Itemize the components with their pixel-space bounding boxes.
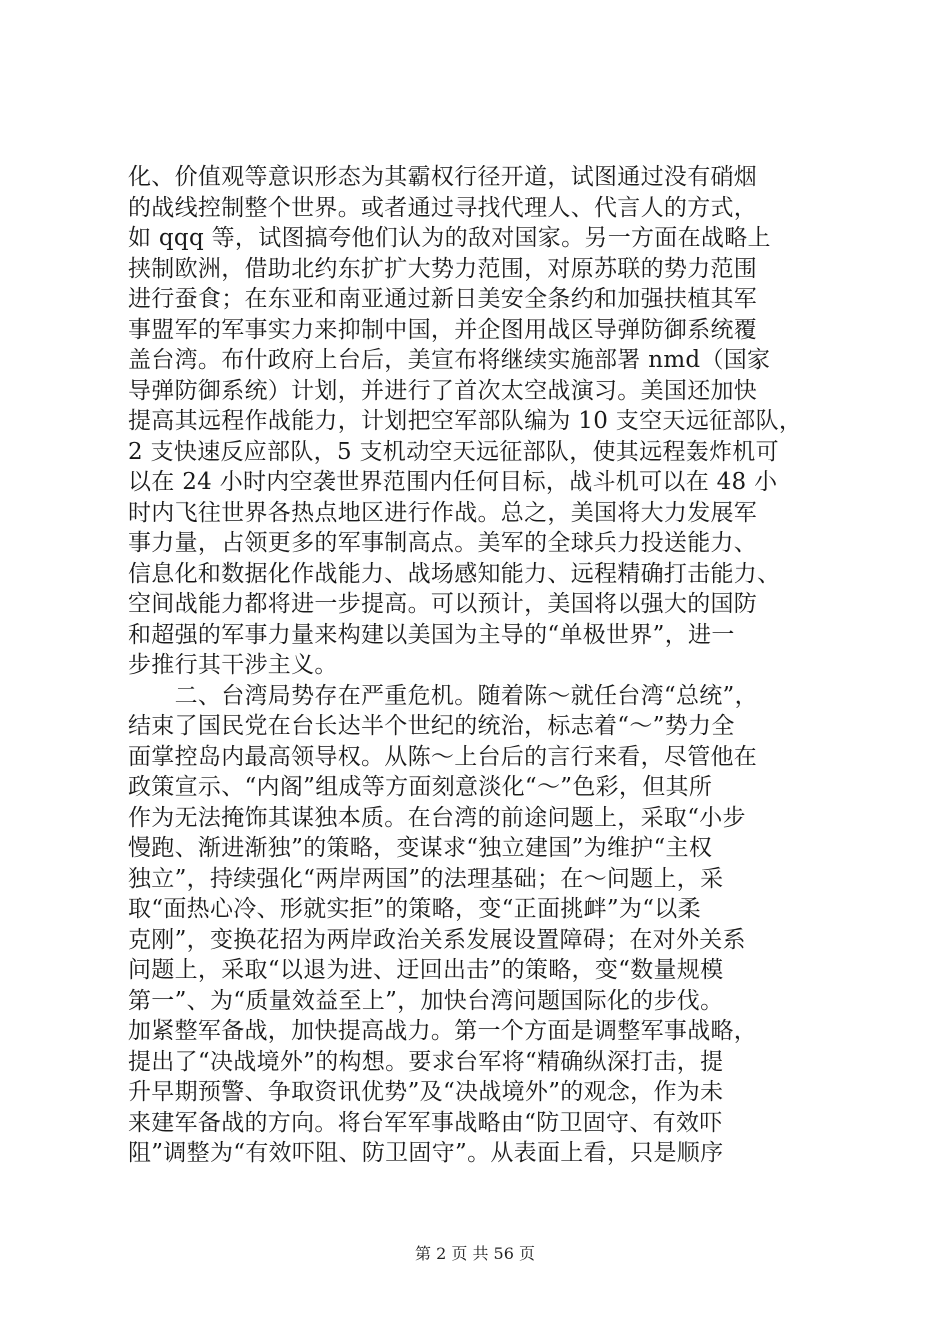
text-line: 二、台湾局势存在严重危机。随着陈～就任台湾“总统”， [128, 682, 758, 709]
body-text [128, 162, 838, 1169]
text-line: 事盟军的军事实力来抑制中国，并企图用战区导弹防御系统覆 [128, 316, 758, 343]
text-line: 的战线控制整个世界。或者通过寻找代理人、代言人的方式， [128, 194, 758, 221]
text-line: 结束了国民党在台长达半个世纪的统治，标志着“～”势力全 [128, 713, 735, 739]
text-line: 取“面热心冷、形就实拒”的策略，变“正面挑衅”为“以柔 [128, 896, 701, 922]
text-line: 作为无法掩饰其谋独本质。在台湾的前途问题上，采取“小步 [128, 804, 746, 831]
text-line: 慢跑、渐进渐独”的策略，变谋求“独立建国”为维护“主权 [128, 835, 713, 861]
text-line: 化、价值观等意识形态为其霸权行径开道，试图通过没有硝烟 [128, 164, 758, 190]
text-line: 和超强的军事力量来构建以美国为主导的“单极世界”，进一 [128, 621, 735, 648]
text-line: 2 支快速反应部队，5 支机动空天远征部队，使其远程轰炸机可 [128, 438, 779, 465]
text-line: 步推行其干涉主义。 [128, 652, 338, 678]
text-line: 升早期预警、争取资讯优势”及“决战境外”的观念，作为未 [128, 1079, 724, 1105]
text-line: 时内飞往世界各热点地区进行作战。总之，美国将大力发展军 [128, 499, 758, 526]
text-line: 第一”、为“质量效益至上”，加快台湾问题国际化的步伐。 [128, 987, 724, 1014]
text-line: 导弹防御系统）计划，并进行了首次太空战演习。美国还加快 [128, 377, 758, 404]
text-line: 以在 24 小时内空袭世界范围内任何目标，战斗机可以在 48 小 [128, 469, 778, 495]
text-line: 提出了“决战境外”的构想。要求台军将“精确纵深打击，提 [128, 1048, 724, 1075]
text-line: 空间战能力都将进一步提高。可以预计，美国将以强大的国防 [128, 591, 758, 617]
text-line: 独立”，持续强化“两岸两国”的法理基础；在～问题上，采 [128, 865, 724, 892]
text-line: 阻”调整为“有效吓阻、防卫固守”。从表面上看，只是顺序 [128, 1140, 724, 1166]
text-line: 问题上，采取“以退为进、迂回出击”的策略，变“数量规模 [128, 957, 724, 983]
text-line: 加紧整军备战，加快提高战力。第一个方面是调整军事战略， [128, 1018, 758, 1044]
text-line: 克刚”，变换花招为两岸政治关系发展设置障碍；在对外关系 [128, 926, 746, 953]
text-line: 信息化和数据化作战能力、战场感知能力、远程精确打击能力、 [128, 560, 781, 587]
text-line: 进行蚕食；在东亚和南亚通过新日美安全条约和加强扶植其军 [128, 286, 758, 312]
text-line: 面掌控岛内最高领导权。从陈～上台后的言行来看，尽管他在 [128, 743, 758, 770]
text-line: 政策宣示、“内阁”组成等方面刻意淡化“～”色彩，但其所 [128, 774, 713, 800]
text-line: 提高其远程作战能力，计划把空军部队编为 10 支空天远征部队， [128, 408, 803, 434]
page-footer: 第 2 页 共 56 页 [415, 1244, 535, 1263]
text-line: 如 qqq 等，试图搞夸他们认为的敌对国家。另一方面在战略上 [128, 225, 771, 251]
text-line: 事力量，占领更多的军事制高点。美军的全球兵力投送能力、 [128, 530, 758, 556]
text-line: 盖台湾。布什政府上台后，美宣布将继续实施部署 nmd（国家 [128, 347, 771, 373]
text-line: 挟制欧洲，借助北约东扩扩大势力范围，对原苏联的势力范围 [128, 255, 758, 282]
text-line: 来建军备战的方向。将台军军事战略由“防卫固守、有效吓 [128, 1109, 723, 1136]
